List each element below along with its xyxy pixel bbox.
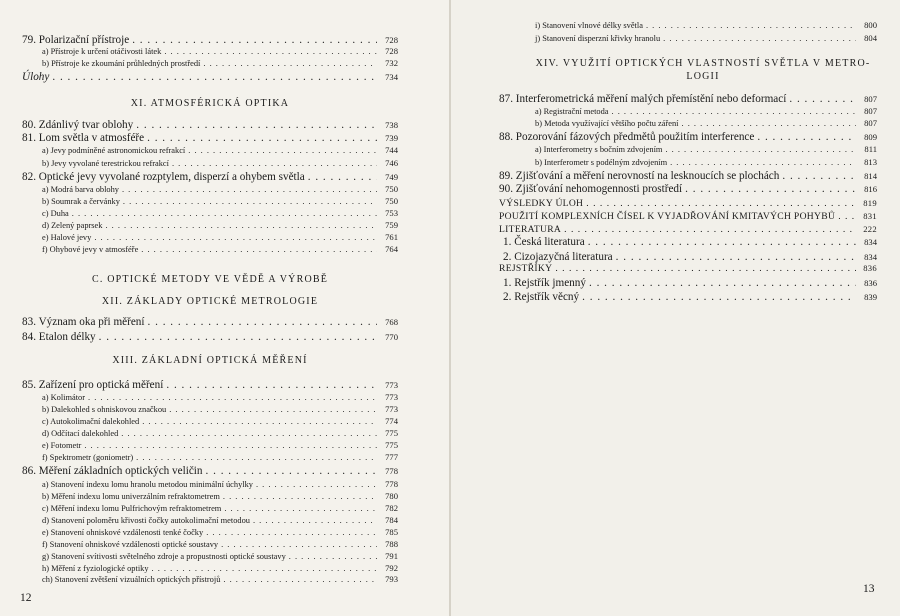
dot-leader xyxy=(132,34,377,46)
toc-page-number: 222 xyxy=(863,224,877,234)
toc-subentry xyxy=(42,551,398,561)
toc-entry-title: 88. Pozorování fázových předmětů použitím interference xyxy=(499,131,755,143)
dot-leader xyxy=(663,34,856,43)
toc-entry xyxy=(22,71,398,83)
dot-leader xyxy=(121,429,377,438)
toc-page-number: 791 xyxy=(385,551,398,561)
toc-subentry xyxy=(42,404,398,414)
toc-page-number: 732 xyxy=(385,58,398,68)
section-heading: XI. ATMOSFÉRICKÁ OPTIKA xyxy=(130,98,290,109)
dot-leader xyxy=(123,197,377,206)
toc-entry xyxy=(499,183,877,195)
toc-page-number: 836 xyxy=(863,263,877,273)
dot-leader xyxy=(256,480,377,489)
toc-subentry xyxy=(535,20,877,30)
dot-leader xyxy=(670,158,856,167)
toc-page-number: 792 xyxy=(385,563,398,573)
dot-leader xyxy=(122,185,377,194)
toc-entry-title: POUŽITÍ KOMPLEXNÍCH ČÍSEL K VYJADŘOVÁNÍ KMITAVÝCH POHYBŮ xyxy=(499,211,836,222)
toc-entry-title: 2. Rejstřík věcný xyxy=(503,291,580,303)
dot-leader xyxy=(646,21,856,30)
toc-subentry xyxy=(42,440,398,450)
dot-leader xyxy=(555,263,856,274)
toc-entry-title: g) Stanovení svítivosti světelného zdroje a propustnosti optické soustavy xyxy=(42,552,286,561)
toc-page-number: 834 xyxy=(864,237,877,247)
toc-entry-title: d) Stanovení poloměru křivosti čočky autokolimační metodou xyxy=(42,516,250,525)
dot-leader xyxy=(84,441,377,450)
section-heading-line1: XIV. VYUŽITÍ OPTICKÝCH VLASTNOSTÍ SVĚTLA V METRO- xyxy=(535,58,871,69)
toc-entry-title: f) Spektrometr (goniometr) xyxy=(42,453,134,462)
dot-leader xyxy=(682,119,857,128)
toc-page-number: 778 xyxy=(385,466,398,476)
toc-entry-title: c) Duha xyxy=(42,209,69,218)
toc-page-number: 773 xyxy=(385,380,398,390)
dot-leader xyxy=(203,59,377,68)
toc-entry xyxy=(503,291,877,303)
toc-entry-title: 83. Význam oka při měření xyxy=(22,316,145,328)
dot-leader xyxy=(147,132,377,144)
toc-page-number: 780 xyxy=(385,491,398,501)
dot-leader xyxy=(221,540,377,549)
toc-subentry xyxy=(42,563,398,573)
toc-entry-title: 82. Optické jevy vyvolané rozptylem, disperzí a ohybem světla xyxy=(22,171,305,183)
toc-subentry xyxy=(42,392,398,402)
toc-page-number: 800 xyxy=(864,20,877,30)
toc-page-number: 734 xyxy=(385,72,398,82)
dot-leader xyxy=(152,564,377,573)
toc-subentry xyxy=(42,158,398,168)
left-page xyxy=(0,0,449,616)
toc-entry xyxy=(22,132,398,144)
toc-entry-title: b) Měření indexu lomu univerzálním refraktometrem xyxy=(42,492,220,501)
dot-leader xyxy=(105,221,377,230)
dot-leader xyxy=(308,171,377,183)
toc-page-number: 750 xyxy=(385,196,398,206)
toc-page-number: 775 xyxy=(385,440,398,450)
toc-subentry xyxy=(42,232,398,242)
toc-entry-title: REJSTŘÍKY xyxy=(499,263,553,274)
toc-entry-title: 85. Zařízení pro optická měření xyxy=(22,379,164,391)
dot-leader xyxy=(289,552,377,561)
toc-entry xyxy=(499,224,877,235)
toc-page-number: 778 xyxy=(385,479,398,489)
toc-page-number: 773 xyxy=(385,392,398,402)
toc-page-number: 839 xyxy=(864,292,877,302)
toc-entry-title: i) Stanovení vlnové délky světla xyxy=(535,21,643,30)
toc-page-number: 746 xyxy=(385,158,398,168)
toc-entry-title: a) Kolimátor xyxy=(42,393,86,402)
toc-subentry xyxy=(42,58,398,68)
dot-leader xyxy=(188,146,377,155)
toc-entry-title: e) Stanovení ohniskové vzdálenosti tenké čočky xyxy=(42,528,204,537)
toc-subentry xyxy=(42,416,398,426)
toc-entry-title: h) Měření z fyziologické optiky xyxy=(42,564,149,573)
toc-page-number: 753 xyxy=(385,208,398,218)
toc-subentry xyxy=(42,574,398,584)
toc-subentry xyxy=(42,515,398,525)
toc-page-number: 739 xyxy=(385,133,398,143)
toc-subentry xyxy=(42,503,398,513)
toc-entry-title: j) Stanovení disperzní křivky hranolu xyxy=(535,34,661,43)
section-heading-line2: LOGII xyxy=(686,71,720,82)
toc-page-number: 807 xyxy=(864,106,877,116)
dot-leader xyxy=(589,277,856,289)
toc-entry-title: b) Jevy vyvolané terestrickou refrakcí xyxy=(42,159,169,168)
dot-leader xyxy=(838,211,856,222)
toc-entry-title: 86. Měření základních optických veličin xyxy=(22,465,203,477)
toc-subentry xyxy=(42,196,398,206)
toc-entry-title: d) Zelený paprsek xyxy=(42,221,103,230)
toc-entry xyxy=(503,277,877,289)
toc-page-number: 834 xyxy=(864,252,877,262)
section-heading xyxy=(529,58,877,82)
dot-leader xyxy=(136,453,377,462)
toc-subentry xyxy=(42,428,398,438)
dot-leader xyxy=(757,131,856,143)
toc-subentry xyxy=(42,491,398,501)
dot-leader xyxy=(616,251,856,263)
toc-page-number: 831 xyxy=(863,211,877,221)
dot-leader xyxy=(172,159,377,168)
toc-page-number: 807 xyxy=(864,118,877,128)
toc-page-number: 764 xyxy=(385,244,398,254)
toc-subentry xyxy=(535,157,877,167)
toc-entry-title: a) Jevy podmíněné astronomickou refrakcí xyxy=(42,146,186,155)
toc-entry-title: f) Stanovení ohniskové vzdálenosti optické soustavy xyxy=(42,540,219,549)
toc-page-number: 773 xyxy=(385,404,398,414)
toc-entry-title: 1. Česká literatura xyxy=(503,236,585,248)
dot-leader xyxy=(136,119,377,131)
dot-leader xyxy=(164,47,377,56)
toc-entry-title: 87. Interferometrická měření malých přemístění nebo deformací xyxy=(499,93,787,105)
right-page xyxy=(451,0,900,616)
toc-subentry xyxy=(535,144,877,154)
toc-entry-title: 84. Etalon délky xyxy=(22,331,96,343)
toc-entry xyxy=(22,379,398,391)
toc-subentry xyxy=(42,452,398,462)
toc-entry xyxy=(22,465,398,477)
dot-leader xyxy=(148,316,377,328)
toc-subentry xyxy=(42,220,398,230)
toc-page-number: 744 xyxy=(385,145,398,155)
toc-page-number: 775 xyxy=(385,428,398,438)
toc-entry-title: LITERATURA xyxy=(499,224,562,235)
toc-page-number: 759 xyxy=(385,220,398,230)
toc-page-number: 728 xyxy=(385,35,398,45)
toc-page-number: 788 xyxy=(385,539,398,549)
toc-entry-title: b) Dalekohled s ohniskovou značkou xyxy=(42,405,167,414)
toc-entry-title: 90. Zjišťování nehomogennosti prostředí xyxy=(499,183,683,195)
toc-page-number: 814 xyxy=(864,171,877,181)
section-heading: C. OPTICKÉ METODY VE VĚDĚ A VÝROBĚ xyxy=(91,274,329,285)
toc-subentry xyxy=(42,244,398,254)
toc-entry xyxy=(22,119,398,131)
dot-leader xyxy=(72,209,377,218)
toc-subentry xyxy=(42,145,398,155)
toc-page-number: 809 xyxy=(864,132,877,142)
toc-entry-title: 1. Rejstřík jmenný xyxy=(503,277,586,289)
toc-page-number: 784 xyxy=(385,515,398,525)
dot-leader xyxy=(141,245,377,254)
dot-leader xyxy=(206,528,377,537)
dot-leader xyxy=(52,71,377,83)
toc-entry xyxy=(499,263,877,274)
toc-entry-title: 89. Zjišťování a měření nerovností na lesknoucích se plochách xyxy=(499,170,780,182)
toc-entry-title: a) Modrá barva oblohy xyxy=(42,185,119,194)
dot-leader xyxy=(223,575,377,584)
toc-entry-title: a) Stanovení indexu lomu hranolu metodou minimální úchylky xyxy=(42,480,253,489)
toc-page-number: 782 xyxy=(385,503,398,513)
dot-leader xyxy=(588,236,856,248)
toc-entry xyxy=(499,131,877,143)
toc-entry-title: b) Přístroje ke zkoumání průhledných prostředí xyxy=(42,59,201,68)
page-number-right: 13 xyxy=(863,583,875,595)
toc-entry xyxy=(499,211,877,222)
toc-entry-title: c) Autokolimační dalekohled xyxy=(42,417,140,426)
toc-entry-title: b) Interferometr s podélným zdvojením xyxy=(535,158,668,167)
toc-entry-title: a) Registrační metoda xyxy=(535,107,609,116)
toc-page-number: 804 xyxy=(864,33,877,43)
dot-leader xyxy=(665,145,856,154)
toc-entry-title: c) Měření indexu lomu Pulfrichovým refraktometrem xyxy=(42,504,222,513)
toc-subentry xyxy=(42,46,398,56)
toc-entry xyxy=(22,331,398,343)
toc-entry xyxy=(503,236,877,248)
toc-page-number: 819 xyxy=(863,198,877,208)
toc-page-number: 813 xyxy=(864,157,877,167)
toc-page-number: 785 xyxy=(385,527,398,537)
toc-entry xyxy=(499,93,877,105)
toc-entry xyxy=(22,34,398,46)
dot-leader xyxy=(99,331,377,343)
toc-entry xyxy=(499,170,877,182)
toc-page-number: 836 xyxy=(864,278,877,288)
toc-entry-title: 81. Lom světla v atmosféře xyxy=(22,132,145,144)
toc-entry-title: a) Interferometry s bočním zdvojením xyxy=(535,145,663,154)
dot-leader xyxy=(88,393,377,402)
dot-leader xyxy=(223,492,377,501)
toc-entry-title: e) Fotometr xyxy=(42,441,82,450)
section-heading: XIII. ZÁKLADNÍ OPTICKÁ MĚŘENÍ xyxy=(112,355,308,366)
dot-leader xyxy=(169,405,377,414)
toc-page-number: 774 xyxy=(385,416,398,426)
toc-entry-title: Úlohy xyxy=(22,71,50,83)
toc-entry xyxy=(503,251,877,263)
dot-leader xyxy=(782,170,856,182)
toc-entry-title: a) Přístroje k určení otáčivosti látek xyxy=(42,47,162,56)
toc-page-number: 761 xyxy=(385,232,398,242)
page-number-left: 12 xyxy=(20,592,32,604)
toc-subentry xyxy=(42,208,398,218)
toc-page-number: 816 xyxy=(864,184,877,194)
dot-leader xyxy=(789,93,856,105)
toc-entry-title: e) Halové jevy xyxy=(42,233,92,242)
toc-entry-title: ch) Stanovení zvětšení vizuálních optických přístrojů xyxy=(42,575,221,584)
toc-entry-title: 2. Cizojazyčná literatura xyxy=(503,251,613,263)
toc-entry xyxy=(22,316,398,328)
toc-subentry xyxy=(42,479,398,489)
dot-leader xyxy=(586,198,856,209)
toc-entry-title: d) Odčítací dalekohled xyxy=(42,429,119,438)
dot-leader xyxy=(206,465,378,477)
dot-leader xyxy=(166,379,377,391)
toc-entry xyxy=(499,198,877,209)
dot-leader xyxy=(142,417,377,426)
dot-leader xyxy=(224,504,377,513)
toc-page-number: 793 xyxy=(385,574,398,584)
toc-entry-title: f) Ohybové jevy v atmosféře xyxy=(42,245,139,254)
toc-entry-title: b) Soumrak a červánky xyxy=(42,197,120,206)
toc-page-number: 807 xyxy=(864,94,877,104)
toc-page-number: 738 xyxy=(385,120,398,130)
toc-entry-title: VÝSLEDKY ÚLOH xyxy=(499,198,584,209)
toc-page-number: 811 xyxy=(864,144,877,154)
toc-page-number: 768 xyxy=(385,317,398,327)
dot-leader xyxy=(94,233,377,242)
toc-entry-title: 79. Polarizační přístroje xyxy=(22,34,130,46)
toc-subentry xyxy=(535,118,877,128)
toc-page-number: 749 xyxy=(385,172,398,182)
toc-entry xyxy=(22,171,398,183)
toc-page-number: 728 xyxy=(385,46,398,56)
toc-subentry xyxy=(42,539,398,549)
toc-entry-title: 80. Zdánlivý tvar oblohy xyxy=(22,119,134,131)
dot-leader xyxy=(564,224,856,235)
toc-subentry xyxy=(535,106,877,116)
dot-leader xyxy=(582,291,856,303)
toc-entry-title: b) Metoda využívající většího počtu záření xyxy=(535,119,679,128)
toc-subentry xyxy=(42,527,398,537)
toc-page-number: 750 xyxy=(385,184,398,194)
toc-subentry xyxy=(42,184,398,194)
toc-page-number: 777 xyxy=(385,452,398,462)
dot-leader xyxy=(612,107,857,116)
toc-subentry xyxy=(535,33,877,43)
toc-page-number: 770 xyxy=(385,332,398,342)
section-heading: XII. ZÁKLADY OPTICKÉ METROLOGIE xyxy=(101,296,319,307)
dot-leader xyxy=(253,516,377,525)
dot-leader xyxy=(685,183,856,195)
